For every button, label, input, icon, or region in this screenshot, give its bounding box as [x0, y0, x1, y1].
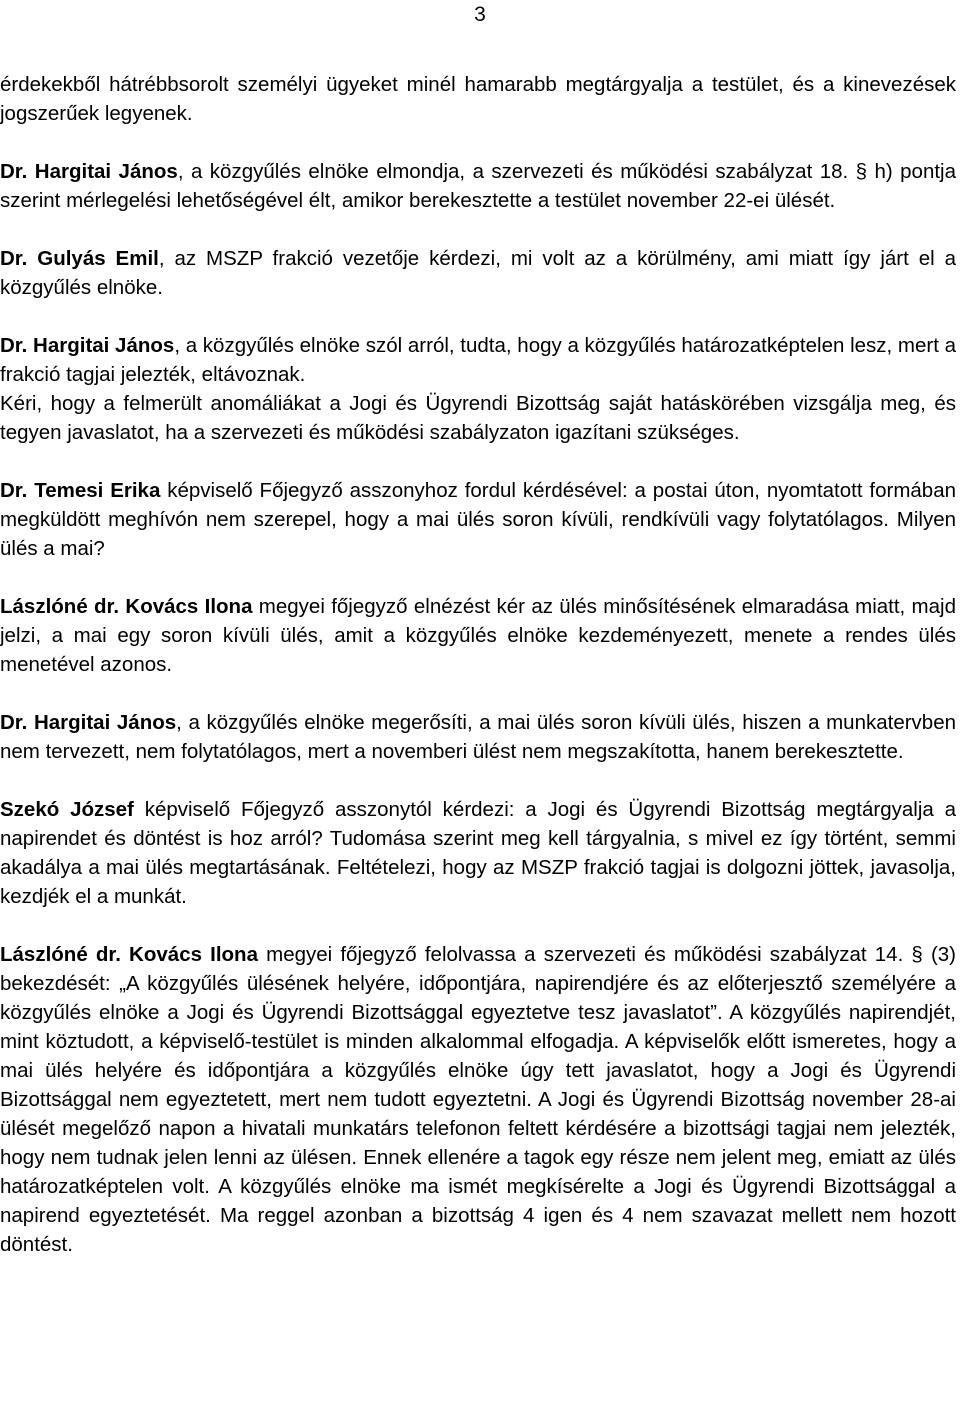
paragraph-text: , az MSZP frakció vezetője kérdezi, mi volt az a körülmény, ami miatt így járt el a közgyűlés elnöke.	[0, 247, 956, 299]
paragraph-3	[0, 244, 956, 302]
speaker-name: Dr. Gulyás Emil	[0, 247, 159, 270]
paragraph-5	[0, 389, 956, 447]
paragraph-text: , a közgyűlés elnöke szól arról, tudta, hogy a közgyűlés határozatképtelen lesz, mert a frakció tagjai jelezték, eltávoznak.	[0, 334, 957, 386]
paragraph-text: megyei főjegyző elnézést kér az ülés minősítésének elmaradása miatt, majd jelzi, a mai egy soron kívüli ülés, amit a közgyűlés elnöke kezdeményezett, menete a rendes ülés menetével azonos.	[0, 595, 956, 676]
speaker-name: Dr. Hargitai János	[0, 334, 175, 357]
page-number: 3	[474, 3, 486, 26]
speaker-name: Dr. Hargitai János	[0, 160, 178, 183]
paragraph-1	[0, 70, 956, 128]
paragraph-text: képviselő Főjegyző asszonytól kérdezi: a Jogi és Ügyrendi Bizottság megtárgyalja a napirendet és döntést is hoz arról? Tudomása szerint meg kell tárgyalnia, s mivel ez így történt, semmi akadálya a mai ülés megtartásának. Feltételezi, hogy az MSZP frakció tagjai is dolgozni jöttek, javasolja, kezdjék el a munkát.	[0, 798, 956, 908]
paragraph-text: képviselő Főjegyző asszonyhoz fordul kérdésével: a postai úton, nyomtatott formában megküldött meghívón nem szerepel, hogy a mai ülés soron kívüli, rendkívüli vagy folytatólagos. Milyen ülés a mai?	[0, 479, 956, 560]
paragraph-7	[0, 592, 956, 679]
paragraph-4	[0, 331, 956, 389]
paragraph-10	[0, 940, 956, 1259]
document-body	[0, 70, 956, 1288]
speaker-name: Dr. Temesi Erika	[0, 479, 161, 502]
speaker-name: Dr. Hargitai János	[0, 711, 177, 734]
paragraph-2	[0, 157, 956, 215]
paragraph-text: , a közgyűlés elnöke elmondja, a szervezeti és működési szabályzat 18. § h) pontja szerint mérlegelési lehetőségével élt, amikor berekesztette a testület november 22-ei ülését.	[0, 160, 957, 212]
paragraph-9	[0, 795, 956, 911]
speaker-name: Lászlóné dr. Kovács Ilona	[0, 943, 258, 966]
paragraph-text: , a közgyűlés elnöke megerősíti, a mai ülés soron kívüli ülés, hiszen a munkatervben nem tervezett, nem folytatólagos, mert a novemberi ülést nem megszakította, hanem berekesztette.	[0, 711, 957, 763]
paragraph-text: érdekekből hátrébbsorolt személyi ügyeket minél hamarabb megtárgyalja a testület, és a kinevezések jogszerűek legyenek.	[0, 73, 956, 125]
speaker-name: Szekó József	[0, 798, 134, 821]
speaker-name: Lászlóné dr. Kovács Ilona	[0, 595, 253, 618]
paragraph-text: megyei főjegyző felolvassa a szervezeti és működési szabályzat 14. § (3) bekezdését: „A közgyűlés ülésének helyére, időpontjára, napirendjére és az előterjesztő személyére a közgyűlés elnöke a Jogi és Ügyrendi Bizottsággal egyeztetve tesz javaslatot”. A közgyűlés napirendjét, mint köztudott, a képviselő-testület is minden alkalommal elfogadja. A képviselők előtt ismeretes, hogy a mai ülés helyére és időpontjára a közgyűlés elnöke úgy tett javaslatot, hogy a Jogi és Ügyrendi Bizottsággal nem egyeztetett, mert nem tudott egyeztetni. A Jogi és Ügyrendi Bizottság november 28-ai ülését megelőző napon a hivatali munkatárs telefonon feltett kérdésére a bizottsági tagjai nem jelezték, hogy nem tudnak jelen lenni az ülésen. Ennek ellenére a tagok egy része nem jelent meg, emiatt az ülés határozatképtelen volt. A közgyűlés elnöke ma ismét megkísérelte a Jogi és Ügyrendi Bizottsággal a napirend egyeztetését. Ma reggel azonban a bizottság 4 igen és 4 nem szavazat mellett nem hozott döntést.	[0, 943, 957, 1256]
paragraph-6	[0, 476, 956, 563]
paragraph-text: Kéri, hogy a felmerült anomáliákat a Jogi és Ügyrendi Bizottság saját hatáskörében vizsgálja meg, és tegyen javaslatot, ha a szervezeti és működési szabályzaton igazítani szükséges.	[0, 392, 956, 444]
paragraph-8	[0, 708, 956, 766]
